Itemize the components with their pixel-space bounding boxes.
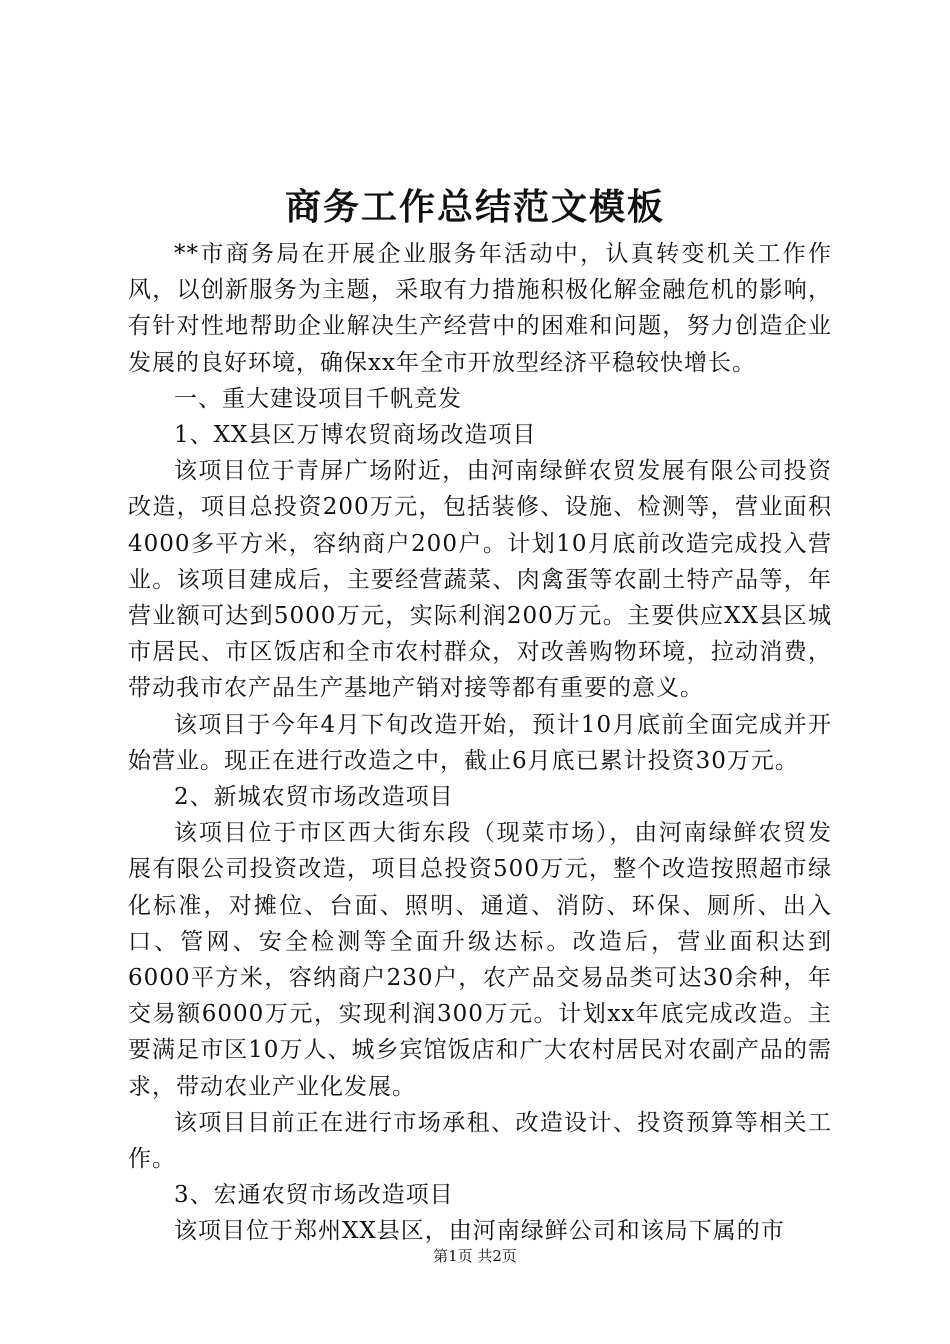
subsection-heading-1: 1、XX县区万博农贸商场改造项目 [174, 422, 537, 449]
subsection-heading-3: 3、宏通农贸市场改造项目 [174, 1182, 454, 1209]
document-title: 商务工作总结范文模板 [284, 186, 665, 228]
intro-paragraph: **市商务局在开展企业服务年活动中，认真转变机关工作作风，以创新服务为主题，采取有力措施积极化解金融危机的影响，有针对性地帮助企业解决生产经营中的困难和问题，努力创造企业发展的良好环境，确保xx年全市开放型经济平稳较快增长。 [128, 241, 832, 376]
paragraph-project-3-detail: 该项目位于郑州XX县区，由河南绿鲜公司和该局下属的市 [174, 1218, 785, 1245]
paragraph-project-1-detail: 该项目位于青屏广场附近，由河南绿鲜农贸发展有限公司投资改造，项目总投资200万元，包括装修、设施、检测等，营业面积4000多平方米，容纳商户200户。计划10月底前改造完成投入营业。该项目建成后，主要经营蔬菜、肉禽蛋等农副土特产品等，年营业额可达到5000万元，实际利润200万元。主要供应XX县区城市居民、市区饭店和全市农村群众，对改善购物环境，拉动消费，带动我市农产品生产基地产销对接等都有重要的意义。 [128, 458, 832, 702]
paragraph-project-2-detail: 该项目位于市区西大街东段（现菜市场），由河南绿鲜农贸发展有限公司投资改造，项目总投资500万元，整个改造按照超市绿化标准，对摊位、台面、照明、通道、消防、环保、厕所、出入口、管网、安全检测等全面升级达标。改造后，营业面积达到6000平方米，容纳商户230户，农产品交易品类可达30余种，年交易额6000万元，实现利润300万元。计划xx年底完成改造。主要满足市区10万人、城乡宾馆饭店和广大农村居民对农副产品的需求，带动农业产业化发展。 [128, 820, 832, 1100]
subsection-heading-2: 2、新城农贸市场改造项目 [174, 784, 454, 811]
paragraph-project-1-progress: 该项目于今年4月下旬改造开始，预计10月底前全面完成并开始营业。现正在进行改造之中，截止6月底已累计投资30万元。 [128, 711, 832, 774]
paragraph-project-2-progress: 该项目目前正在进行市场承租、改造设计、投资预算等相关工作。 [128, 1109, 832, 1173]
document-body [128, 236, 832, 1250]
page-footer: 第1页 共2页 [433, 1247, 517, 1265]
section-heading: 一、重大建设项目千帆竞发 [174, 385, 462, 412]
